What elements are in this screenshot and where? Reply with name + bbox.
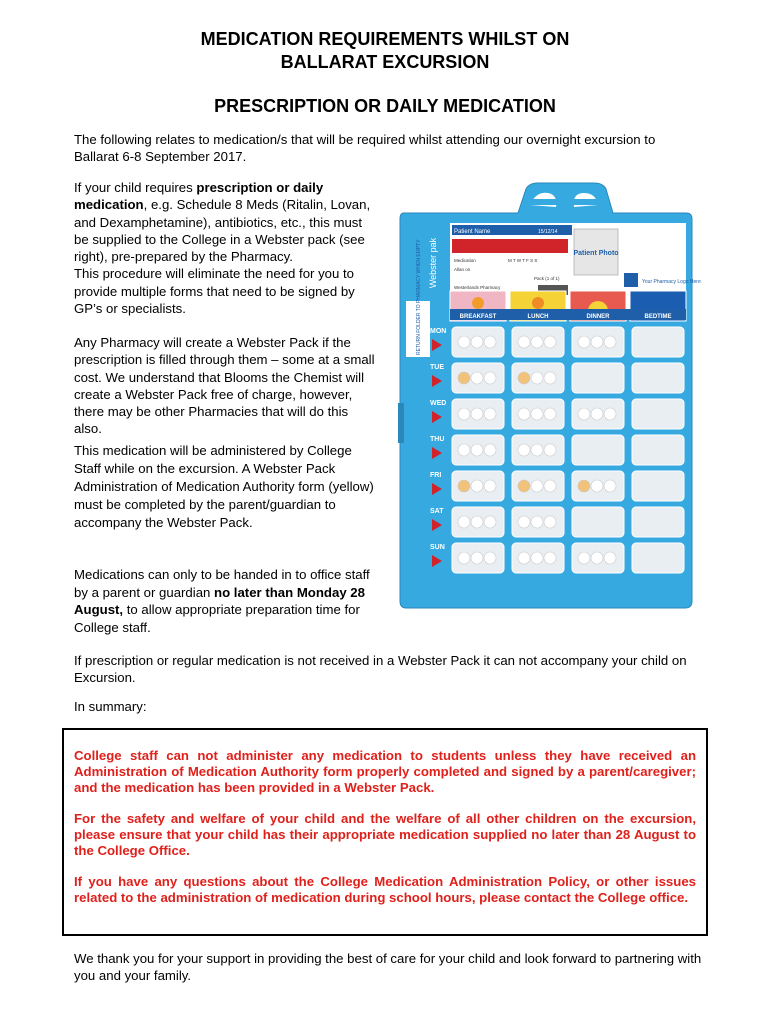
pill bbox=[578, 336, 590, 348]
day-label-sun: SUN bbox=[430, 544, 445, 551]
pill bbox=[458, 372, 470, 384]
p4-text-a: Medications can only to be handed in to office staff by a parent or guardian bbox=[74, 567, 370, 600]
staff-paragraph: This medication will be administered by College Staff while on the excursion. A Webster Pack Administration of Medication Authority form (yellow) must be completed by the parent/guardian to accompany the Webster Pack. bbox=[74, 443, 374, 530]
pill bbox=[484, 336, 496, 348]
label-date: 15/12/14 bbox=[538, 229, 558, 235]
blister-cell bbox=[632, 507, 684, 537]
blister-cell bbox=[572, 507, 624, 537]
blister-cell bbox=[632, 327, 684, 357]
title-line-1: MEDICATION REQUIREMENTS WHILST ON bbox=[200, 29, 570, 49]
pill bbox=[471, 516, 483, 528]
subtitle: PRESCRIPTION OR DAILY MEDICATION bbox=[214, 96, 556, 116]
pill bbox=[591, 552, 603, 564]
pill bbox=[471, 408, 483, 420]
side-tab bbox=[398, 403, 404, 443]
p1-text-a: If your child requires bbox=[74, 180, 197, 195]
pill bbox=[578, 552, 590, 564]
pill bbox=[578, 408, 590, 420]
p4-text-c: to allow appropriate preparation time for College staff. bbox=[74, 602, 360, 635]
blister-cell bbox=[632, 399, 684, 429]
pill bbox=[458, 444, 470, 456]
pill bbox=[531, 480, 543, 492]
pill bbox=[484, 480, 496, 492]
blister-cell bbox=[632, 363, 684, 393]
pill bbox=[518, 372, 530, 384]
pill bbox=[591, 336, 603, 348]
prescription-paragraph bbox=[74, 179, 377, 317]
pill bbox=[458, 516, 470, 528]
summary-label: In summary: bbox=[74, 699, 147, 714]
hanger-bar bbox=[524, 199, 604, 205]
pill bbox=[484, 408, 496, 420]
patient-photo-label: Patient Photo bbox=[573, 250, 619, 257]
pill bbox=[518, 480, 530, 492]
pill bbox=[458, 480, 470, 492]
pill bbox=[544, 372, 556, 384]
day-label-thu: THU bbox=[430, 436, 445, 443]
pill bbox=[518, 444, 530, 456]
medication-label: Medication bbox=[454, 258, 476, 263]
pill bbox=[518, 516, 530, 528]
pill bbox=[471, 552, 483, 564]
pill bbox=[458, 336, 470, 348]
return-note: RETURN FOLDER TO PHARMACY WHEN EMPTY bbox=[416, 239, 422, 355]
pill bbox=[544, 336, 556, 348]
pill bbox=[471, 480, 483, 492]
pill bbox=[544, 408, 556, 420]
pill bbox=[591, 480, 603, 492]
pill bbox=[531, 336, 543, 348]
day-label-mon: MON bbox=[430, 328, 447, 335]
blister-cell bbox=[632, 435, 684, 465]
pharmacy-name: Westerlands Pharmacy bbox=[454, 285, 501, 290]
day-label-wed: WED bbox=[430, 400, 447, 407]
pill bbox=[604, 552, 616, 564]
p1-text-c: , e.g. Schedule 8 Meds (Ritalin, Lovan, and Dexamphetamine), antibiotics, etc., this must be supplied to the College in a Webster pack (see right), pre-prepared by the Pharmacy. bbox=[74, 197, 371, 265]
pill bbox=[604, 336, 616, 348]
p1-text-d: This procedure will eliminate the need for you to provide multiple forms that need to be signed by GP’s or specialists. bbox=[74, 266, 355, 317]
blister-cell bbox=[632, 543, 684, 573]
pill bbox=[471, 444, 483, 456]
patient-name-value: Allan on bbox=[454, 267, 471, 272]
pill bbox=[604, 480, 616, 492]
meal-label-breakfast: BREAKFAST bbox=[459, 314, 497, 320]
intro-paragraph: The following relates to medication/s that will be required whilst attending our overnight excursion to Ballarat 6-8 September 2017. bbox=[74, 132, 656, 165]
pill bbox=[518, 408, 530, 420]
warning-bar bbox=[452, 239, 568, 253]
breakfast-sun-icon bbox=[472, 297, 484, 309]
pill bbox=[531, 408, 543, 420]
deadline-paragraph bbox=[74, 566, 377, 636]
pill bbox=[471, 372, 483, 384]
pill bbox=[484, 372, 496, 384]
pill bbox=[544, 516, 556, 528]
days-row: M T W T F S S bbox=[508, 258, 538, 263]
brand-label: Webster pak bbox=[428, 237, 438, 289]
summary-point-2: For the safety and welfare of your child and the welfare of all other children on the excursion, please ensure that your child has their appropriate medication supplied no later than 28 August to the College Office. bbox=[74, 811, 696, 858]
meal-label-dinner: DINNER bbox=[586, 314, 610, 320]
pill bbox=[531, 444, 543, 456]
pill bbox=[604, 408, 616, 420]
pill bbox=[484, 444, 496, 456]
webster-pack-image bbox=[398, 183, 701, 608]
pill bbox=[531, 552, 543, 564]
day-label-fri: FRI bbox=[430, 472, 442, 479]
webster-requirement-paragraph: If prescription or regular medication is not received in a Webster Pack it can not accompany your child on Excursion. bbox=[74, 653, 687, 686]
pill bbox=[458, 408, 470, 420]
pill bbox=[484, 516, 496, 528]
lunch-sun-icon bbox=[532, 297, 544, 309]
day-label-tue: TUE bbox=[430, 364, 444, 371]
pill bbox=[531, 516, 543, 528]
summary-point-3: If you have any questions about the College Medication Administration Policy, or other issues related to the administration of medication during school hours, please contact the College office. bbox=[74, 874, 696, 905]
pill bbox=[471, 336, 483, 348]
pill bbox=[544, 552, 556, 564]
meal-label-bedtime: BEDTIME bbox=[644, 314, 672, 320]
pharmacy-logo-label: Your Pharmacy Logo Here bbox=[642, 279, 701, 285]
pharmacy-logo-icon bbox=[624, 273, 638, 287]
patient-name-label: Patient Name bbox=[454, 229, 491, 235]
pharmacy-paragraph: Any Pharmacy will create a Webster Pack if the prescription is filled through them – some at a small cost. We understand that Blooms the Chemist will create a Webster Pack free of charge, however, there may be other Pharmacies that will do this also. bbox=[74, 335, 375, 437]
title-line-2: BALLARAT EXCURSION bbox=[280, 52, 490, 72]
day-label-sat: SAT bbox=[430, 508, 444, 515]
closing-paragraph: We thank you for your support in providing the best of care for your child and look forward to partnering with you and your family. bbox=[74, 951, 702, 984]
blister-cell bbox=[572, 363, 624, 393]
pack-label: Pack (1 of 1) bbox=[534, 276, 560, 281]
blister-grid bbox=[432, 327, 684, 573]
pill bbox=[531, 372, 543, 384]
blister-cell bbox=[632, 471, 684, 501]
pill bbox=[544, 444, 556, 456]
summary-box bbox=[62, 728, 708, 936]
p1-bold: prescription or daily medication bbox=[74, 180, 324, 213]
pill bbox=[484, 552, 496, 564]
pill bbox=[458, 552, 470, 564]
pill bbox=[518, 336, 530, 348]
pill bbox=[518, 552, 530, 564]
pill bbox=[578, 480, 590, 492]
pill bbox=[591, 408, 603, 420]
meal-label-lunch: LUNCH bbox=[527, 314, 549, 320]
summary-point-1: College staff can not administer any medication to students unless they have received an Administration of Medication Authority form properly completed and signed by a parent/caregiver; and the medication has been provided in a Webster Pack. bbox=[74, 748, 696, 795]
p4-bold: no later than Monday 28 August, bbox=[74, 584, 365, 618]
blister-cell bbox=[572, 435, 624, 465]
pill bbox=[544, 480, 556, 492]
